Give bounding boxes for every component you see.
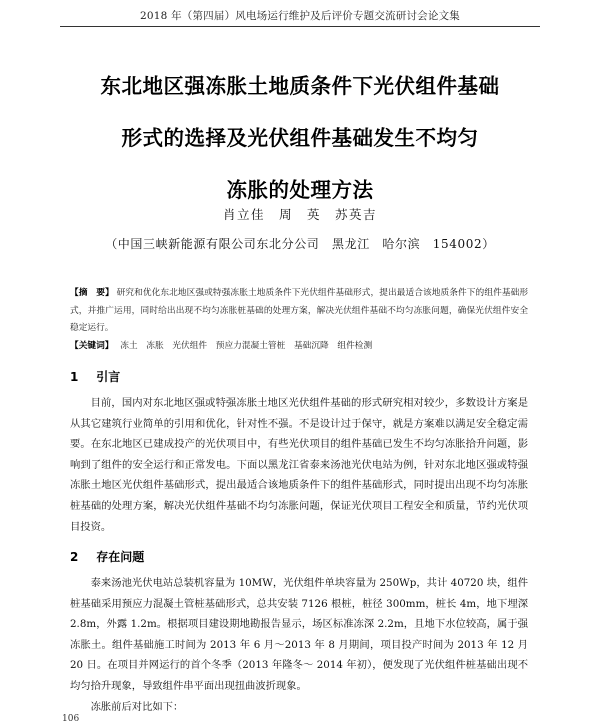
keywords-label: 【关键词】 [70, 341, 114, 351]
authors: 肖立佳 周 英 苏英吉 [222, 207, 377, 222]
abstract [70, 285, 528, 338]
keywords-text: 冻土 冻胀 光伏组件 预应力混凝土管桩 基础沉降 组件检测 [120, 341, 373, 351]
abstract-text: 研究和优化东北地区强或特强冻胀土地质条件下光伏组件基础形式，提出最适合该地质条件下的组件基础形式，并推广运用，同时给出出现不均匀冻胀桩基础的处理方案，解决光伏组件基础不均匀冻胀问题，确保光伏组件安全稳定运行。 [70, 288, 529, 333]
section-body-2 [70, 573, 528, 717]
paragraph: 冻胀前后对比如下： [90, 700, 184, 713]
header-rule [60, 26, 540, 27]
section-heading-1 [70, 368, 120, 385]
title-line: 冻胀的处理方法 [226, 178, 374, 202]
paragraph: 目前，国内对东北地区强或特强冻胀土地区光伏组件基础的形式研究相对较少，多数设计方案是从其它建筑行业简单的引用和优化，针对性不强。不是设计过于保守，就是方案难以满足安全稳定需要。在东北地区已建成投产的光伏项目中，有些光伏项目的组件基础已发生不均匀冻胀拾升问题，影响到了组件的安全运行和正常发电。下面以黑龙江省泰来汤池光伏电站为例，针对东北地区强或特强冻胀土地区光伏组件基础形式，提出最适合该地质条件下的组件基础形式，同时提出出现不均匀冻胀桩基础的处理方案，解决光伏组件基础不均匀冻胀问题，保证光伏项目工程安全和质量，节约光伏项目投资。 [70, 397, 528, 533]
abstract-label: 【摘 要】 [70, 288, 114, 298]
title-line: 东北地区强冻胀土地质条件下光伏组件基础 [100, 74, 500, 98]
section-title: 存在问题 [96, 550, 145, 564]
section-title: 引言 [96, 370, 121, 384]
section-heading-2 [70, 548, 144, 565]
page-number: 106 [62, 714, 80, 724]
section-number: 1 [70, 370, 79, 384]
keywords [70, 339, 528, 353]
paragraph: 泰来汤池光伏电站总装机容量为 10MW，光伏组件单块容量为 250Wp，共计 40720 块，组件桩基础采用预应力混凝土管桩基础形式，总共安装 7126 根桩，桩径 300mm，桩长 4m，地下埋深 2.8m，外露 1.2m。根据项目建设期地勘报告显示，场区标准冻深 2.2m，且地下水位较高，属于强冻胀土。组件基础施工时间为 2013 年 6 月～2013 年 8 月期间，项目投产时间为 2013 年 12 月 20 日。在项目并网运行的首个冬季（2013 年隆冬～ 2014 年初），便发现了光伏组件桩基础出现不均匀拾升现象，导致组件串平面出现扭曲波折现象。 [70, 577, 528, 692]
running-header: 2018 年（第四届）风电场运行维护及后评价专题交流研讨会论文集 [140, 10, 460, 22]
section-number: 2 [70, 550, 79, 564]
affiliation: （中国三峡新能源有限公司东北分公司 黑龙江 哈尔滨 154002） [105, 237, 495, 251]
title-line: 形式的选择及光伏组件基础发生不均匀 [121, 126, 479, 150]
section-body-1 [70, 393, 528, 537]
paper-title [40, 60, 560, 216]
